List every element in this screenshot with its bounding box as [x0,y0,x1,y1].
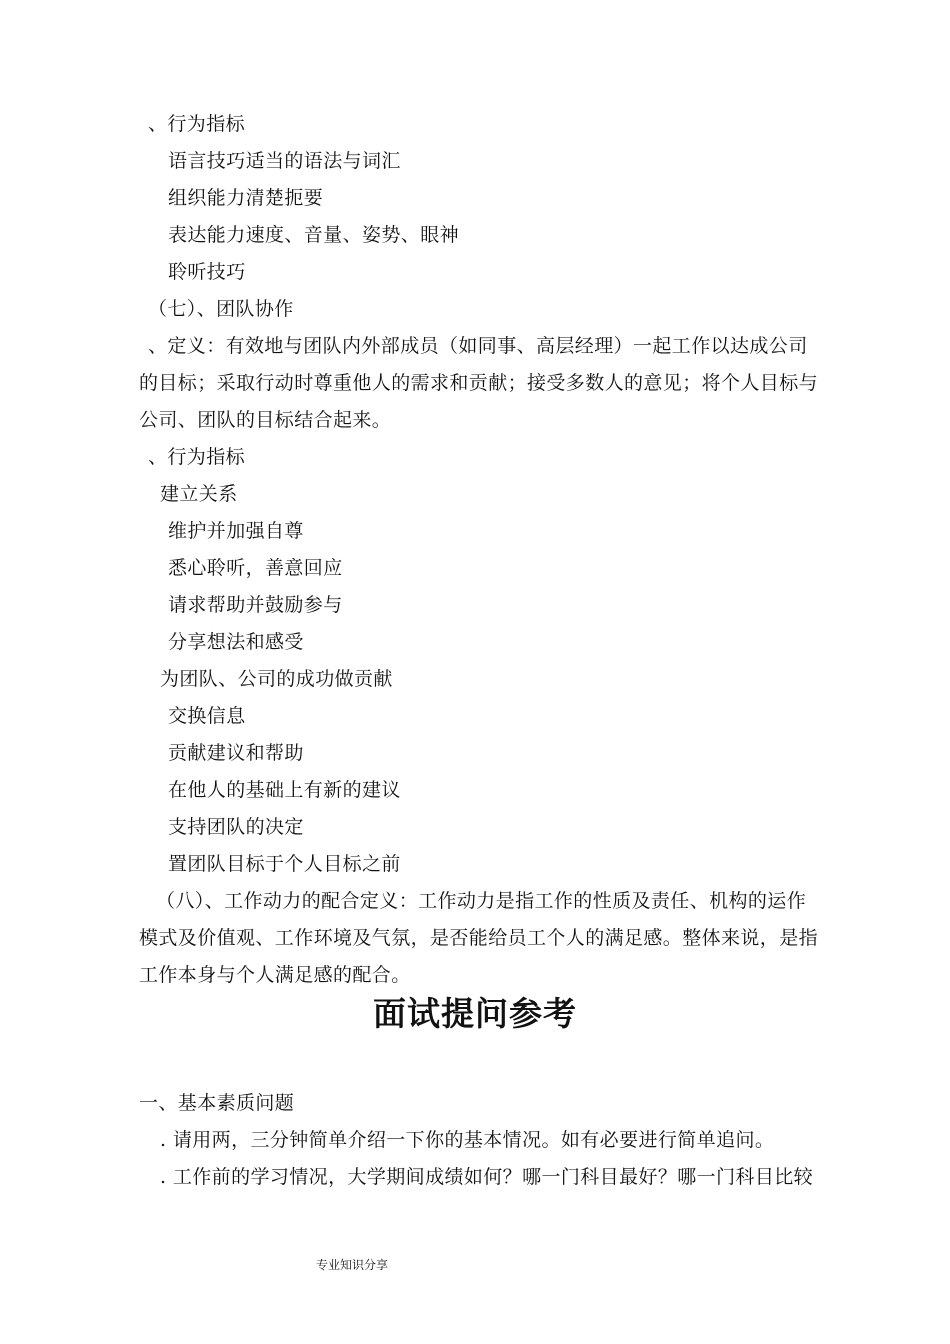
text-line: 建立关系 [160,483,238,505]
text-line: 贡献建议和帮助 [168,742,304,764]
text-line: 请求帮助并鼓励参与 [168,594,343,616]
text-line: 、行为指标 [148,446,246,468]
text-line: 语言技巧适当的语法与词汇 [168,150,401,172]
page-title: 面试提问参考 [373,994,577,1033]
text-line: 的目标；采取行动时尊重他人的需求和贡献；接受多数人的意见；将个人目标与 [139,372,819,394]
text-line: 聆听技巧 [168,261,246,283]
text-line: （八）、工作动力的配合定义：工作动力是指工作的性质及责任、机构的运作 [156,890,807,912]
text-line: 交换信息 [168,705,246,727]
text-line: 在他人的基础上有新的建议 [168,779,401,801]
text-line: 悉心聆听，善意回应 [168,557,343,579]
text-line: 支持团队的决定 [168,816,304,838]
text-line: 、行为指标 [148,113,246,135]
text-line: 公司、团队的目标结合起来。 [139,409,392,431]
text-line: 模式及价值观、工作环境及气氛，是否能给员工个人的满足感。整体来说，是指 [139,927,819,949]
text-line: 组织能力清楚扼要 [168,187,324,209]
section-heading: 一、基本素质问题 [139,1092,295,1114]
page-footer: 专业知识分享 [316,1258,389,1272]
question-item: . 请用两，三分钟简单介绍一下你的基本情况。如有必要进行简单追问。 [160,1129,775,1151]
question-item: . 工作前的学习情况，大学期间成绩如何？哪一门科目最好？哪一门科目比较 [160,1166,814,1188]
text-line: 分享想法和感受 [168,631,304,653]
text-line: 表达能力速度、音量、姿势、眼神 [168,224,460,246]
text-line: 维护并加强自尊 [168,520,304,542]
text-line: （七）、团队协作 [148,298,294,320]
text-line: 、定义：有效地与团队内外部成员（如同事、高层经理）一起工作以达成公司 [148,335,808,357]
text-line: 工作本身与个人满足感的配合。 [139,964,411,986]
text-line: 为团队、公司的成功做贡献 [160,668,393,690]
text-line: 置团队目标于个人目标之前 [168,853,401,875]
